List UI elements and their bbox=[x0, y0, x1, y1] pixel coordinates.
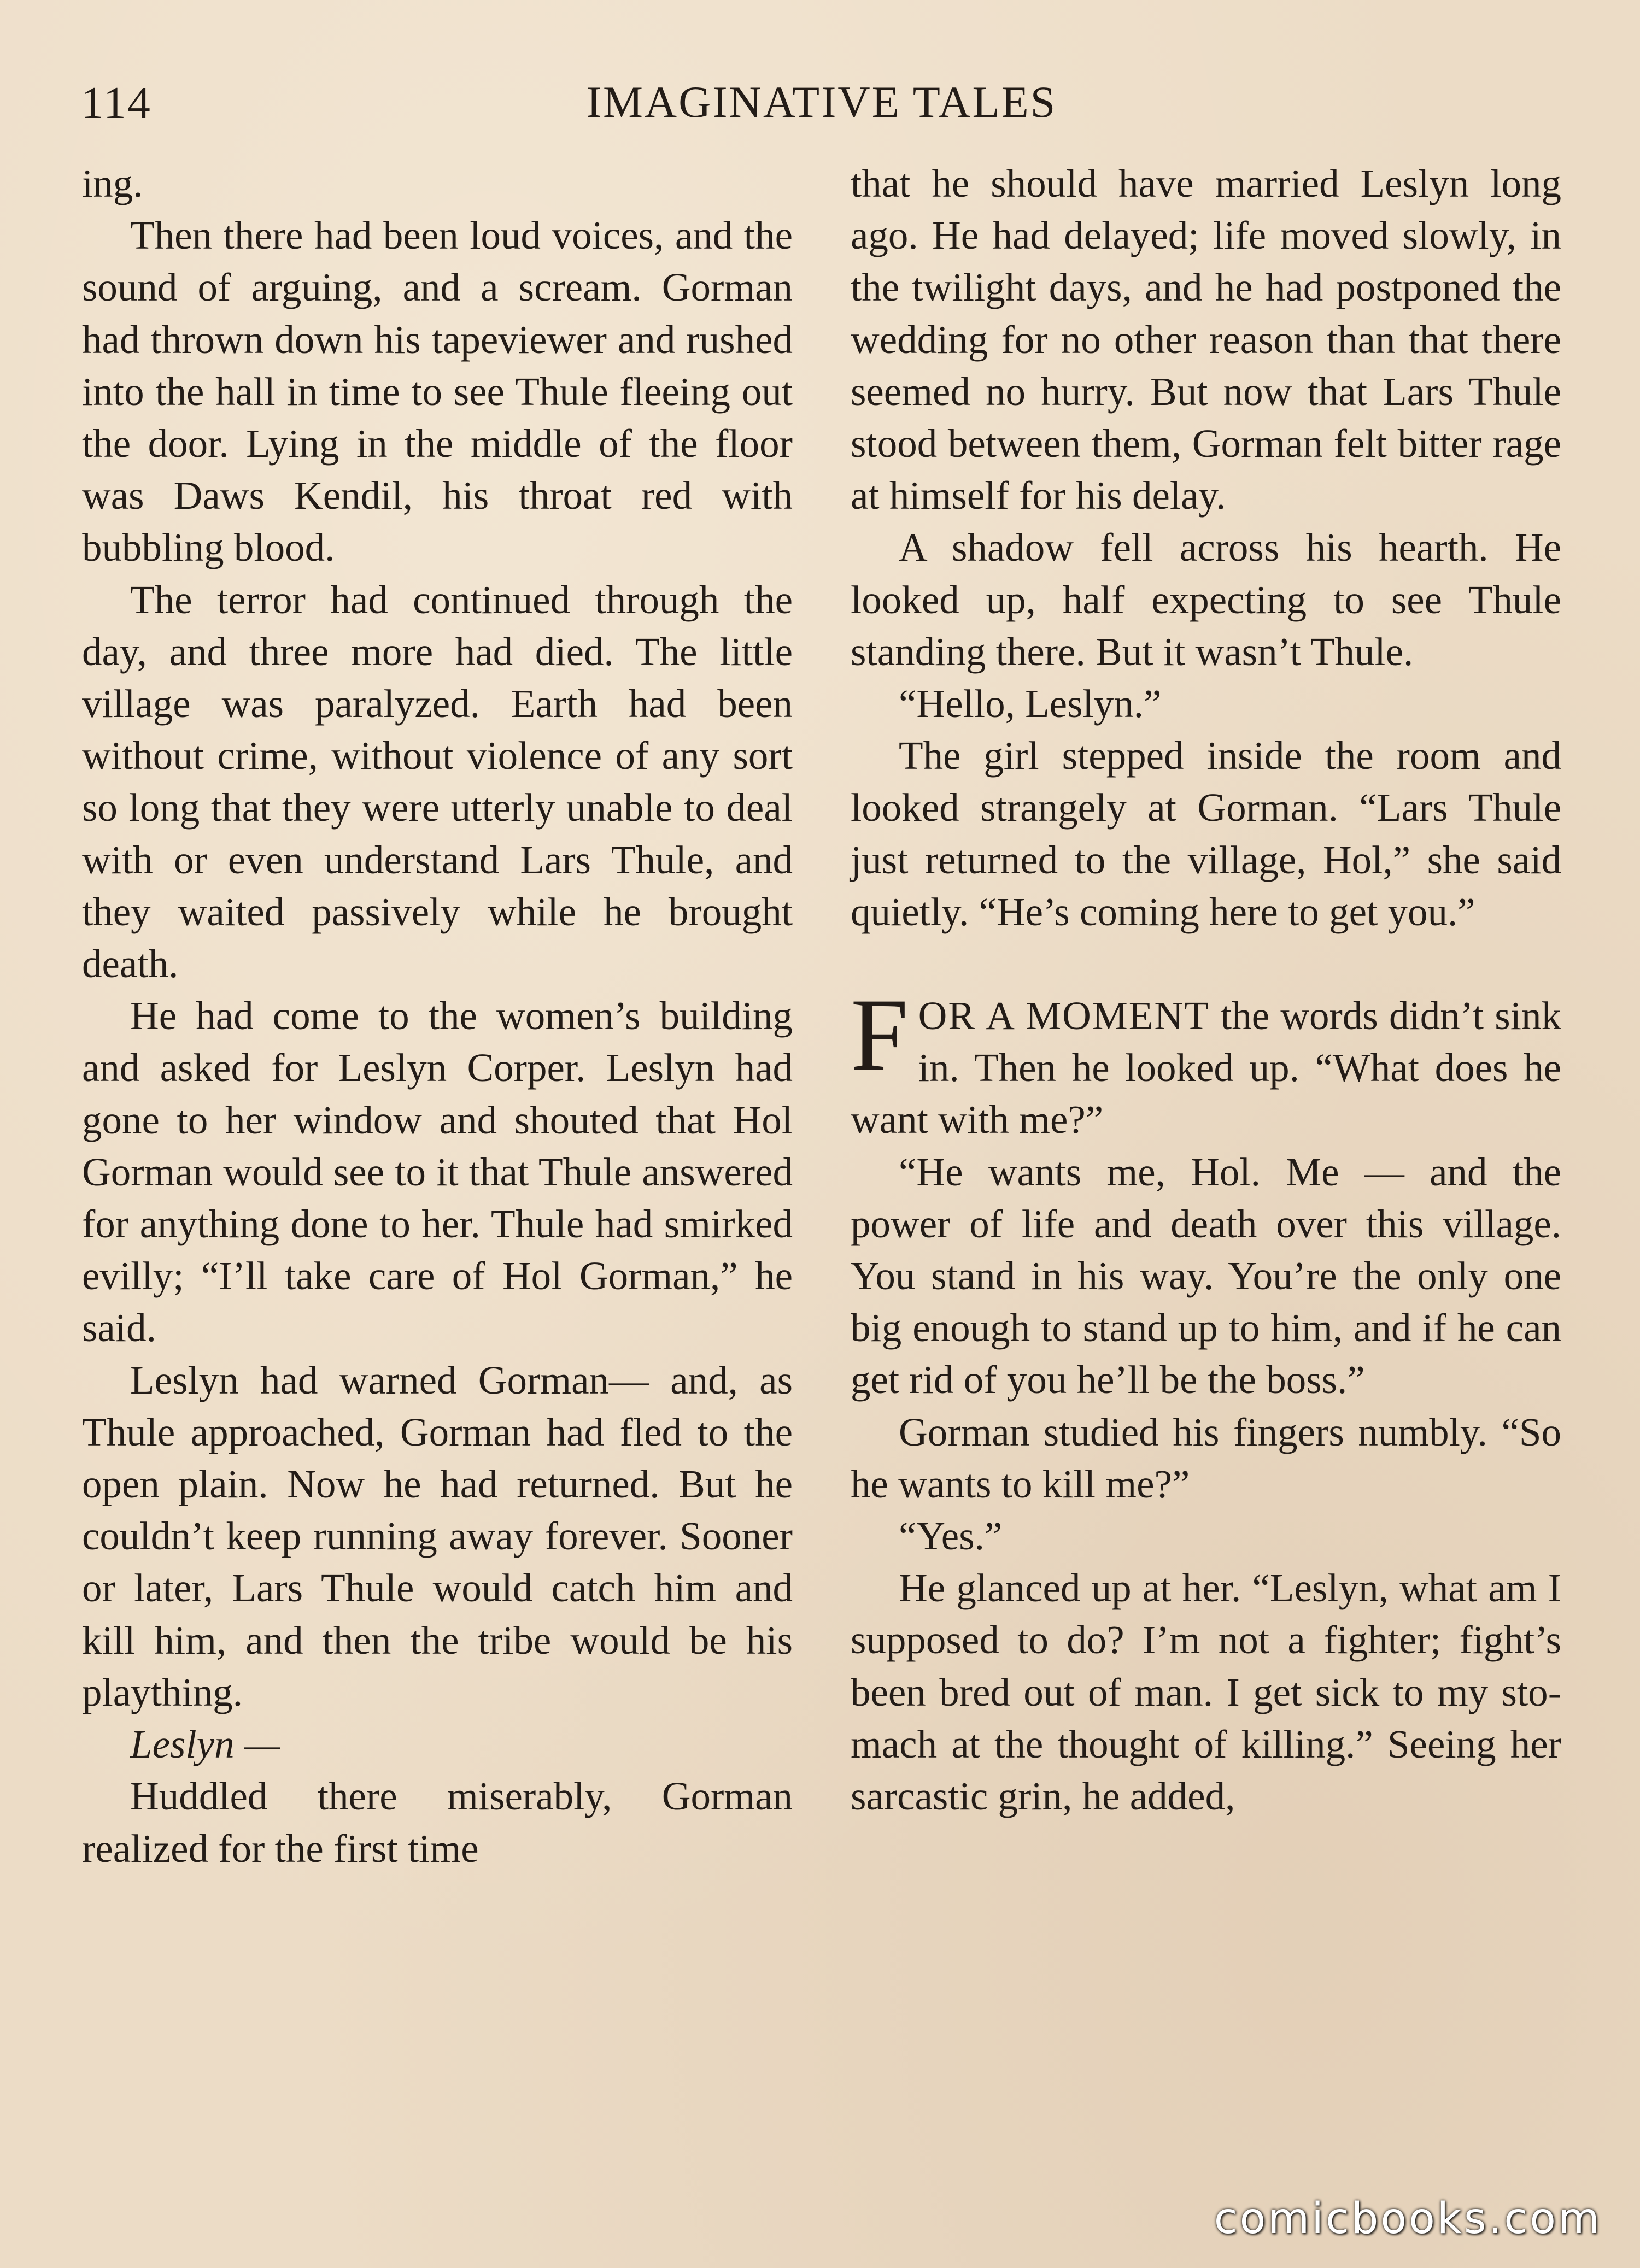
section-opening-text: the words didn’t sink in. Then he looked up. “What does he want with me?” bbox=[851, 994, 1561, 1142]
drop-cap: F bbox=[851, 978, 909, 1093]
paragraph: that he should have married Leslyn long ago. He had delayed; life moved slowly, in the twilight days, and he had postponed the wedding for no other reason than that there seemed no hurry. But now that Lars Thule stood between them, Gorman felt bitter rage at himself for his delay. bbox=[851, 161, 1561, 518]
left-column bbox=[82, 157, 793, 1875]
paragraph: He glanced up at her. “Leslyn, what am I supposed to do? I’m not a fighter; fight’s been bred out of man. I get sick to my stomach at the thought of killing.” Seeing her sarcastic grin, he added, bbox=[851, 1566, 1561, 1819]
italic-line: Leslyn — bbox=[130, 1722, 280, 1767]
paragraph: ing. bbox=[82, 161, 143, 205]
paragraph: The girl stepped inside the room and looked strangely at Gorman. “Lars Thule just returned to the village, Hol,” she said quietly. “He’s coming here to get you.” bbox=[851, 733, 1561, 934]
right-column bbox=[851, 157, 1561, 1822]
lead-in-caps: OR A MOMENT bbox=[918, 994, 1210, 1038]
paragraph: Gorman studied his fingers numbly. “So he wants to kill me?” bbox=[851, 1409, 1561, 1506]
paragraph: “Yes.” bbox=[899, 1514, 1003, 1559]
paragraph: He had come to the women’s building and asked for Leslyn Corper. Leslyn had gone to her window and shouted that Hol Gorman would see to it that Thule answered for anything done to her. Thule had smirked evilly; “I’ll take care of Hol Gorman,” he said. bbox=[82, 994, 793, 1350]
paragraph: Then there had been loud voices, and the sound of arguing, and a scream. Gorman had thrown down his tapeviewer and rushed into the hall in time to see Thule fleeing out the door. Lying in the middle of the floor was Daws Kendil, his throat red with bubbling blood. bbox=[82, 213, 793, 570]
paragraph: Huddled there miserably, Gorman realized for the first time bbox=[82, 1774, 793, 1871]
section-opening-paragraph bbox=[851, 978, 1561, 1146]
paragraph: “He wants me, Hol. Me — and the power of life and death over this village. You stand in his way. You’re the only one big enough to stand up to him, and if he can get rid of you he’ll be the boss.” bbox=[851, 1149, 1561, 1402]
watermark: comicbooks.com bbox=[1214, 2194, 1602, 2243]
running-title: IMAGINATIVE TALES bbox=[586, 77, 1057, 127]
page-header bbox=[81, 71, 1562, 137]
page-number: 114 bbox=[81, 78, 151, 128]
paragraph: Leslyn had warned Gorman— and, as Thule approached, Gorman had fled to the open plain. Now he had returned. But he couldn’t keep running away forever. Sooner or later, Lars Thule would catch him and kill him, and then the tribe would be his plaything. bbox=[82, 1358, 793, 1714]
paragraph: “Hello, Leslyn.” bbox=[899, 681, 1162, 726]
paragraph: A shadow fell across his hearth. He looked up, half expecting to see Thule standing there. But it wasn’t Thule. bbox=[851, 525, 1561, 674]
paragraph: The terror had continued through the day, and three more had died. The little village was paralyzed. Earth had been without crime, without violence of any sort so long that they were utterly unable to deal with or even understand Lars Thule, and they waited passively while he brought death. bbox=[82, 577, 793, 986]
